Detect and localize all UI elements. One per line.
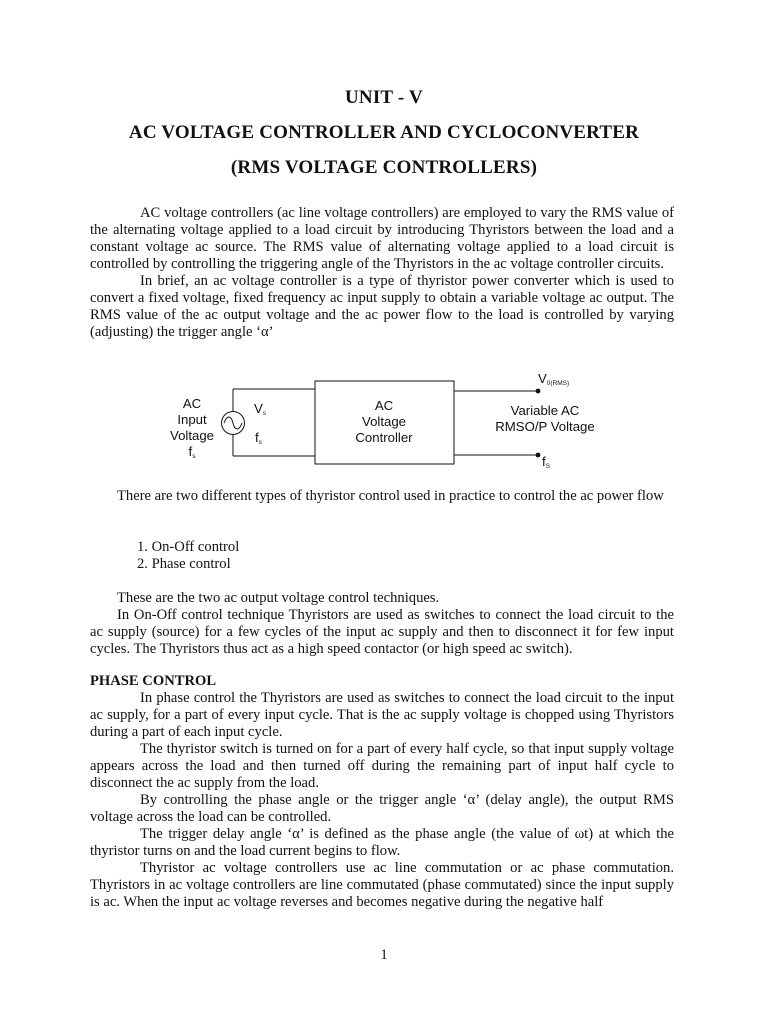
intro-paragraph-2: In brief, an ac voltage controller is a type of thyristor power converter which is used to convert a fixed voltage, fixed frequency ac input supply to obtain a variable voltage ac output. The RMS value of the ac output voltage and the ac power flow to the load is controlled by varying (adjusting) the trigger angle ‘α’ [90,273,674,340]
input-label-line-3: Voltage [170,428,214,443]
controller-label-line-3: Controller [355,430,413,445]
intro-paragraph-1: AC voltage controllers (ac line voltage controllers) are employed to vary the RMS value of the alternating voltage applied to a load circuit by introducing Thyristors between the load and a constant voltage ac source. The RMS value of alternating voltage applied to a load circuit is controlled by controlling the triggering angle of the Thyristors in the ac voltage controller circuits. [90,205,674,272]
phase-paragraph-4: The trigger delay angle ‘α’ is defined as the phase angle (the value of ωt) at which the thyristor turns on and the load current begins to flow. [90,826,674,859]
unit-heading: UNIT - V [345,87,423,108]
phase-control-heading: PHASE CONTROL [90,673,217,689]
phase-paragraph-3: By controlling the phase angle or the trigger angle ‘α’ (delay angle), the output RMS voltage across the load can be controlled. [90,792,674,825]
fs-label: $f_s$ [255,430,262,446]
intro-section [90,205,674,341]
page-number: 1 [380,947,388,963]
input-label [160,396,224,465]
vs-label: $V_s$ [254,401,267,417]
input-frequency-label: $f_s$ [188,444,196,460]
input-label-line-1: AC [182,396,202,411]
control-types-list [137,539,239,573]
types-intro [90,488,674,505]
output-voltage-label: $V_{0(RMS)}$ [538,371,570,387]
on-off-paragraph: In On-Off control technique Thyristors are used as switches to connect the load circuit to the ac supply (source) for a few cycles of the input ac supply and then to disconnect it for few input cycles. The Thyristors thus act as a high speed contactor (or high speed ac switch). [90,607,674,657]
techniques-paragraph: These are the two ac output voltage control techniques. [117,590,440,606]
phase-paragraph-1: In phase control the Thyristors are used as switches to connect the load circuit to the input ac supply, for a part of every input cycle. That is the ac supply voltage is chopped using Thyristors during a part of each input cycle. [90,690,674,740]
output-label-line-1: Variable AC [510,403,580,418]
title-heading: AC VOLTAGE CONTROLLER AND CYCLOCONVERTER [128,122,640,143]
controller-label-line-2: Voltage [362,414,406,429]
list-item: 1. On-Off control [137,539,240,555]
list-item: 2. Phase control [137,556,231,572]
output-label [470,403,620,435]
phase-control-section [90,690,674,911]
controller-label [330,398,438,446]
output-bottom-terminal [536,453,541,458]
types-after [90,590,674,658]
input-label-line-2: Input [177,412,207,427]
ac-source-icon [222,412,245,435]
phase-paragraph-2: The thyristor switch is turned on for a part of every half cycle, so that input supply voltage appears across the load and then turned off during the remaining part of input half cycle to disconnect the ac supply from the load. [90,741,674,791]
subtitle-heading: (RMS VOLTAGE CONTROLLERS) [230,157,538,178]
sine-wave-icon [224,417,242,429]
output-label-line-2: RMSO/P Voltage [495,419,595,434]
output-frequency-label: $f_S$ [542,454,551,470]
phase-paragraph-5: Thyristor ac voltage controllers use ac line commutation or ac phase commutation. Thyristors in ac voltage controllers are line commutated (phase commutated) since the input supply is ac. When the input ac voltage reverses and becomes negative during the negative half [90,860,674,910]
controller-label-line-1: AC [374,398,394,413]
types-intro-paragraph: There are two different types of thyristor control used in practice to control the ac power flow [117,488,664,504]
